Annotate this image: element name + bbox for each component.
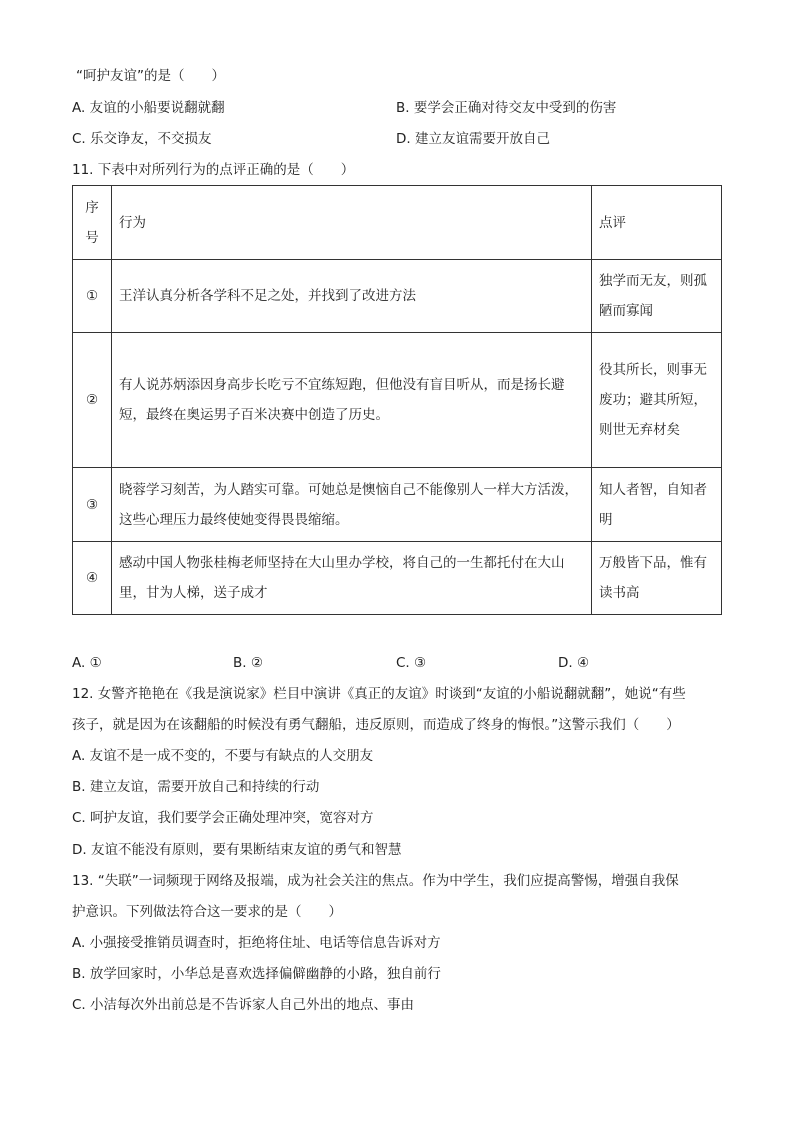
- table-header-row: [73, 186, 722, 260]
- q11-option-a: A. ①: [72, 655, 102, 671]
- q11-option-c: C. ③: [396, 655, 427, 671]
- row-num: ④: [73, 542, 112, 615]
- q12-stem-line2: 孩子，就是因为在该翻船的时候没有勇气翻船，违反原则，而造成了终身的悔恨。”这警示我们（ ）: [72, 717, 680, 733]
- row-num: ③: [73, 468, 112, 542]
- table-row: [73, 468, 722, 542]
- q13-option-c: C. 小洁每次外出前总是不告诉家人自己外出的地点、事由: [72, 997, 415, 1013]
- q11-table: [72, 185, 722, 615]
- header-num-line1: 序: [85, 199, 99, 216]
- table-row: [73, 333, 722, 468]
- row-num: ①: [73, 260, 112, 333]
- q11-stem: 11. 下表中对所列行为的点评正确的是（ ）: [72, 162, 355, 178]
- q13-option-a: A. 小强接受推销员调查时，拒绝将住址、电话等信息告诉对方: [72, 935, 441, 951]
- row-action: 晓蓉学习刻苦，为人踏实可靠。可她总是懊恼自己不能像别人一样大方活泼，这些心理压力最终使她变得畏畏缩缩。: [112, 468, 592, 542]
- q10-option-a: A. 友谊的小船要说翻就翻: [72, 100, 225, 116]
- row-action: 感动中国人物张桂梅老师坚持在大山里办学校，将自己的一生都托付在大山里，甘为人梯，送子成才: [112, 542, 592, 615]
- row-action: 有人说苏炳添因身高步长吃亏不宜练短跑，但他没有盲目听从，而是扬长避短，最终在奥运男子百米决赛中创造了历史。: [112, 333, 592, 468]
- header-num-line2: 号: [85, 229, 99, 246]
- q11-option-b: B. ②: [233, 655, 263, 671]
- row-review: 知人者智，自知者明: [592, 468, 722, 542]
- q10-option-c: C. 乐交诤友，不交损友: [72, 131, 212, 147]
- q12-option-a: A. 友谊不是一成不变的，不要与有缺点的人交朋友: [72, 748, 374, 764]
- table-row: [73, 542, 722, 615]
- q10-option-b: B. 要学会正确对待交友中受到的伤害: [396, 100, 617, 116]
- q10-option-d: D. 建立友谊需要开放自己: [396, 131, 550, 147]
- row-action: 王洋认真分析各学科不足之处，并找到了改进方法: [112, 260, 592, 333]
- header-review: 点评: [592, 186, 722, 260]
- q13-option-b: B. 放学回家时，小华总是喜欢选择偏僻幽静的小路，独自前行: [72, 966, 441, 982]
- row-review: 役其所长，则事无废功；避其所短，则世无弃材矣: [592, 333, 722, 468]
- q12-option-d: D. 友谊不能没有原则，要有果断结束友谊的勇气和智慧: [72, 842, 402, 858]
- q13-stem-line1: 13. “失联”一词频现于网络及报端，成为社会关注的焦点。作为中学生，我们应提高警惕，增强自我保: [72, 873, 679, 889]
- q13-stem-line2: 护意识。下列做法符合这一要求的是（ ）: [72, 904, 342, 920]
- row-review: 独学而无友，则孤陋而寡闻: [592, 260, 722, 333]
- table-row: [73, 260, 722, 333]
- q10-stem-tail: “呵护友谊”的是（ ）: [76, 68, 225, 84]
- q12-stem-line1: 12. 女警齐艳艳在《我是演说家》栏目中演讲《真正的友谊》时谈到“友谊的小船说翻就翻”，她说“有些: [72, 686, 686, 702]
- header-num: [73, 186, 112, 260]
- q12-option-c: C. 呵护友谊，我们要学会正确处理冲突，宽容对方: [72, 810, 374, 826]
- row-num: ②: [73, 333, 112, 468]
- header-action: 行为: [112, 186, 592, 260]
- q11-option-d: D. ④: [558, 655, 590, 671]
- q12-option-b: B. 建立友谊，需要开放自己和持续的行动: [72, 779, 320, 795]
- row-review: 万般皆下品，惟有读书高: [592, 542, 722, 615]
